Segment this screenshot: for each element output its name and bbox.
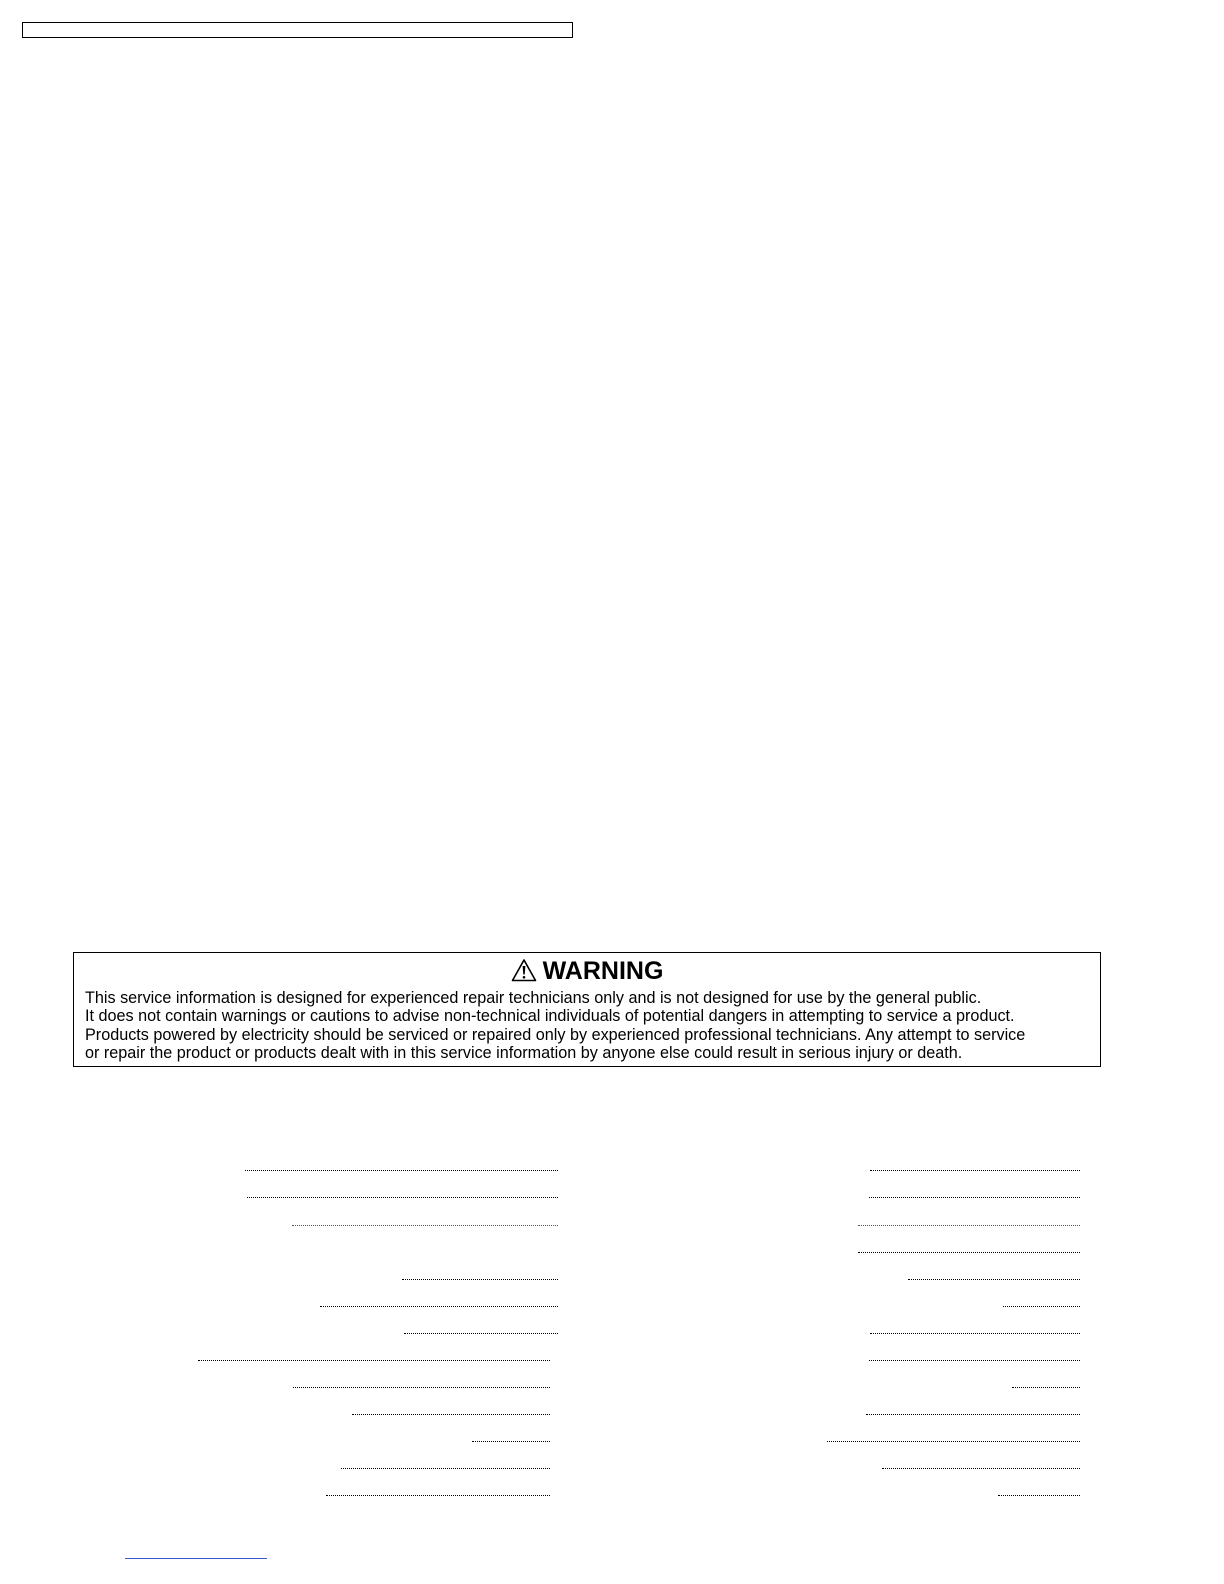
toc-right-leader-9[interactable] (1012, 1387, 1080, 1388)
toc-left-leader-1[interactable] (245, 1170, 558, 1171)
toc-left-leader-8[interactable] (293, 1387, 550, 1388)
toc-left-leader-4[interactable] (402, 1279, 558, 1280)
toc-right-leader-7[interactable] (870, 1333, 1080, 1334)
toc-left-leader-6[interactable] (404, 1333, 558, 1334)
toc-right-leader-13[interactable] (998, 1495, 1080, 1496)
toc-left-leader-11[interactable] (341, 1468, 550, 1469)
warning-line-4: or repair the product or products dealt with in this service information by anyone else could result in serious injury or death. (85, 1044, 963, 1063)
toc-right-leader-2[interactable] (869, 1197, 1080, 1198)
toc-left-leader-12[interactable] (326, 1495, 550, 1496)
toc-right-leader-12[interactable] (882, 1468, 1080, 1469)
warning-line-2: It does not contain warnings or cautions to advise non-technical individuals of potential dangers in attempting to service a product. (85, 1007, 1015, 1026)
toc-right-leader-1[interactable] (870, 1170, 1080, 1171)
toc-left-leader-2[interactable] (247, 1197, 558, 1198)
toc-right-leader-11[interactable] (827, 1441, 1080, 1442)
warning-line-3: Products powered by electricity should be serviced or repaired only by experienced professional technicians. Any attempt to service (85, 1025, 1026, 1044)
toc-right-leader-3[interactable] (858, 1225, 1080, 1226)
toc-right-leader-5[interactable] (908, 1279, 1080, 1280)
toc-left-leader-9[interactable] (352, 1414, 550, 1415)
toc-left-leader-7[interactable] (198, 1360, 550, 1361)
warning-line-1: This service information is designed for experienced repair technicians only and is not designed for use by the general public. (85, 989, 982, 1007)
toc-right-leader-4[interactable] (858, 1252, 1080, 1253)
toc-left-leader-5[interactable] (320, 1306, 558, 1307)
warning-title: WARNING (542, 957, 664, 985)
toc-right-leader-8[interactable] (869, 1360, 1080, 1361)
footer-link-underline[interactable] (125, 1558, 267, 1559)
toc-left-leader-3[interactable] (292, 1225, 558, 1226)
toc-right-leader-6[interactable] (1003, 1306, 1080, 1307)
toc-right-leader-10[interactable] (866, 1414, 1080, 1415)
toc-left-leader-10[interactable] (472, 1441, 550, 1442)
